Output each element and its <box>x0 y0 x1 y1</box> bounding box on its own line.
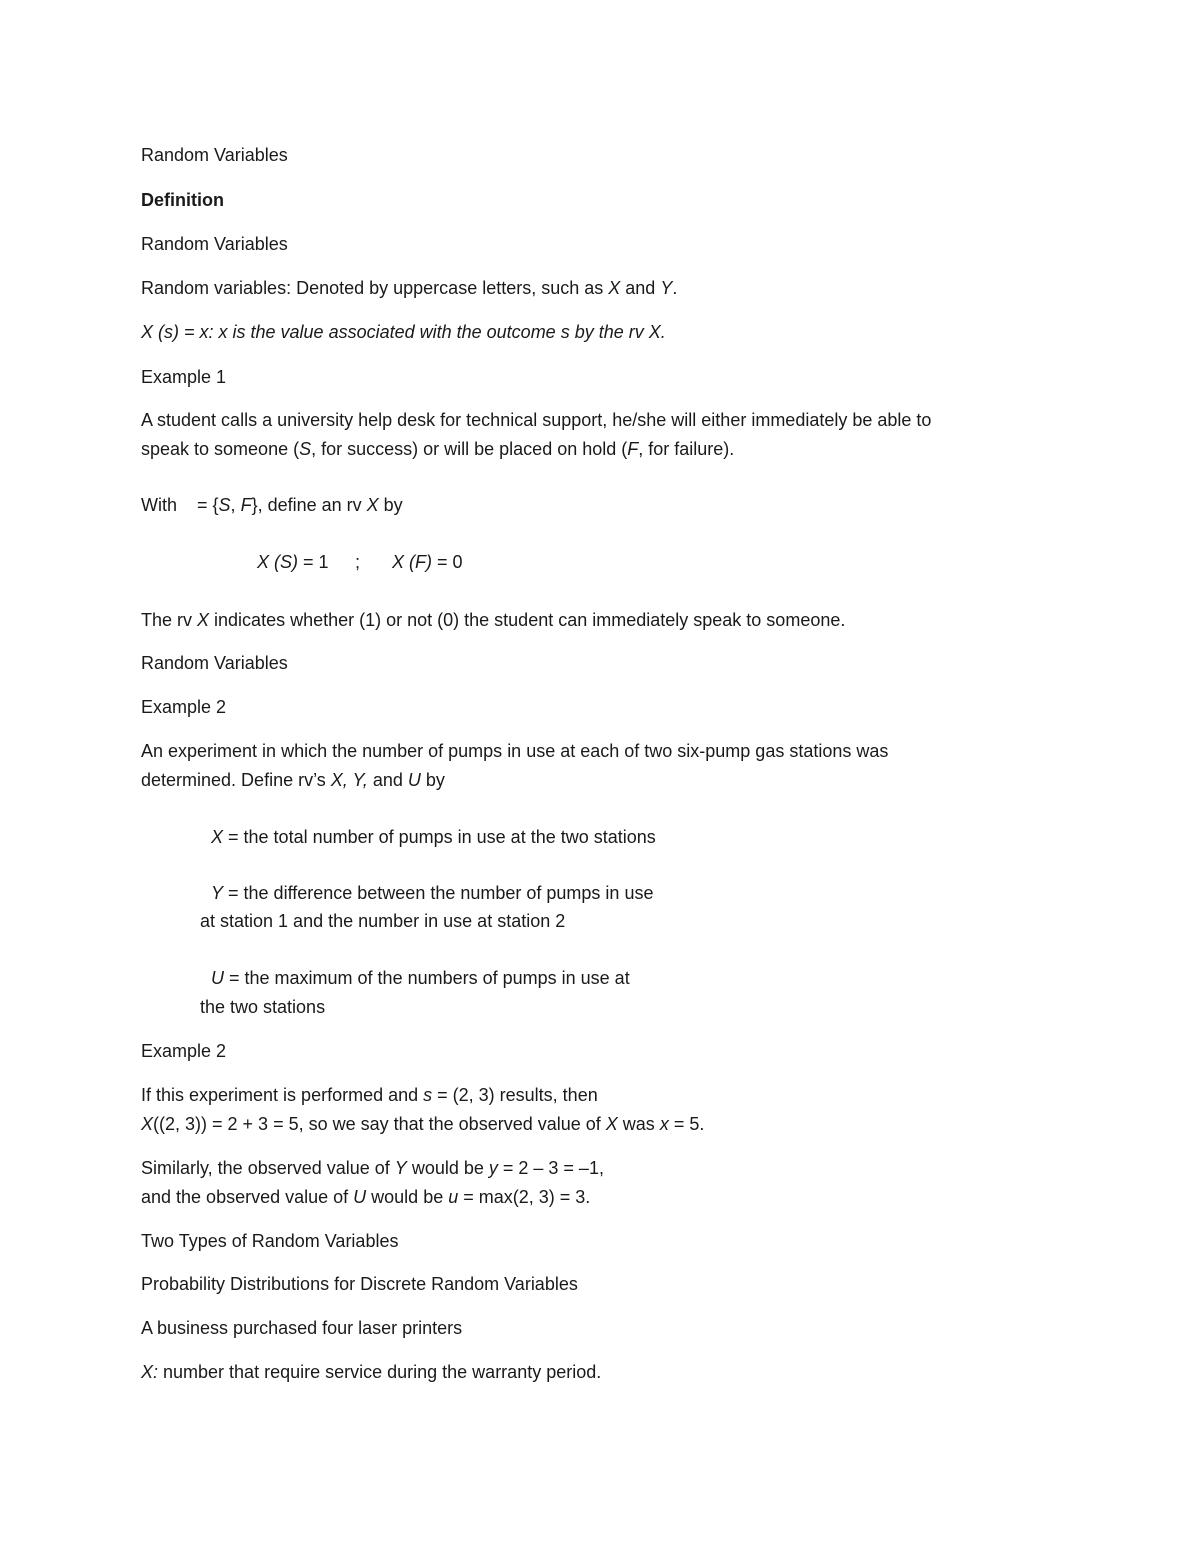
u-definition-line1: U = the maximum of the numbers of pumps in use at <box>211 968 630 988</box>
two-types-heading: Two Types of Random Variables <box>141 1231 399 1251</box>
x-definition: X = the total number of pumps in use at the two stations <box>211 827 656 847</box>
u-definition-line2: the two stations <box>200 997 326 1017</box>
example2b-heading: Example 2 <box>141 1041 227 1061</box>
doc-title: Random Variables <box>141 145 288 165</box>
defs-separator: ; <box>355 552 361 572</box>
example1-paragraph-line1: A student calls a university help desk for technical support, he/she will either immediately be able to <box>141 410 932 430</box>
definition-heading: Definition <box>141 190 224 210</box>
subtitle: Random Variables <box>141 234 288 254</box>
x-definition-final: X: number that require service during the warranty period. <box>141 1362 602 1382</box>
example2b-line1: If this experiment is performed and s = (2, 3) results, then <box>141 1085 598 1105</box>
example1-conclusion: The rv X indicates whether (1) or not (0) the student can immediately speak to someone. <box>141 610 846 630</box>
example1-heading: Example 1 <box>141 367 227 387</box>
example2-paragraph-line2: determined. Define rv’s X, Y, and U by <box>141 770 445 790</box>
rv-intro: Random variables: Denoted by uppercase letters, such as X and Y. <box>141 278 678 298</box>
xf-definition: X (F) = 0 <box>392 552 463 572</box>
xs-definition: X (S) = 1 <box>257 552 329 572</box>
example2-paragraph-line1: An experiment in which the number of pumps in use at each of two six-pump gas stations was <box>141 741 889 761</box>
mapping-line: X (s) = x: x is the value associated with the outcome s by the rv X. <box>141 322 666 342</box>
rv-heading-2: Random Variables <box>141 653 288 673</box>
y-definition-line1: Y = the difference between the number of pumps in use <box>211 883 654 903</box>
y-definition-line2: at station 1 and the number in use at station 2 <box>200 911 566 931</box>
prob-dist-heading: Probability Distributions for Discrete Random Variables <box>141 1274 578 1294</box>
with-line: With = {S, F}, define an rv X by <box>141 495 403 515</box>
business-line: A business purchased four laser printers <box>141 1318 463 1338</box>
example2-heading: Example 2 <box>141 697 227 717</box>
example2b-line3: Similarly, the observed value of Y would be y = 2 – 3 = –1, <box>141 1158 604 1178</box>
example2b-line4: and the observed value of U would be u = max(2, 3) = 3. <box>141 1187 591 1207</box>
example2b-line2: X((2, 3)) = 2 + 3 = 5, so we say that the observed value of X was x = 5. <box>141 1114 705 1134</box>
example1-paragraph-line2: speak to someone (S, for success) or will be placed on hold (F, for failure). <box>141 439 735 459</box>
